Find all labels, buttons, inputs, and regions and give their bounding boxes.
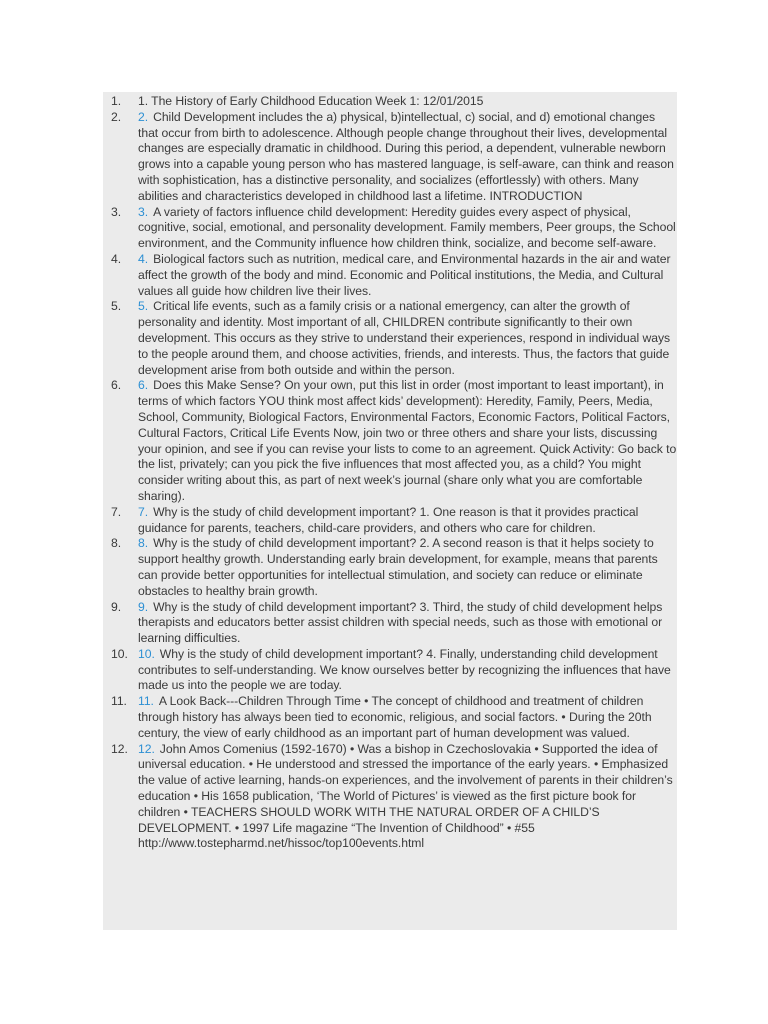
slide-link[interactable]: 11. bbox=[138, 694, 154, 709]
item-number: 10. bbox=[111, 646, 128, 661]
item-number: 5. bbox=[111, 299, 122, 314]
list-item bbox=[111, 94, 677, 110]
list-item bbox=[111, 204, 680, 252]
slide-link[interactable]: 4. bbox=[138, 251, 149, 266]
slide-link[interactable]: 10. bbox=[138, 646, 155, 661]
item-number: 2. bbox=[111, 109, 122, 124]
item-text: Why is the study of child development important? 4. Finally, understanding child development contributes to self-understanding. We know ourselves better by recognizing the influences that have made us into the people we are today. bbox=[138, 646, 675, 693]
item-number: 12. bbox=[111, 741, 128, 756]
item-text: Why is the study of child development important? 3. Third, the study of child development helps therapists and educators better assist children with special needs, such as those with emotional or learning difficulties. bbox=[138, 599, 666, 646]
slide-link[interactable]: 5. bbox=[138, 299, 149, 314]
item-text: Why is the study of child development important? 1. One reason is that it provides practical guidance for parents, teachers, child-care providers, and others who care for children. bbox=[138, 504, 642, 535]
item-text: Why is the study of child development important? 2. A second reason is that it helps society to support healthy growth. Understanding early brain development, for example, means that parents can provide better opportunities for intellectual stimulation, and society can reduce or eliminate obstacles to healthy brain growth. bbox=[138, 536, 662, 598]
slide-link[interactable]: 3. bbox=[138, 204, 149, 219]
list-item bbox=[111, 694, 677, 741]
list-item bbox=[111, 742, 677, 853]
list-item bbox=[111, 299, 677, 378]
list-item bbox=[111, 252, 677, 299]
numbered-list bbox=[111, 94, 680, 852]
list-item bbox=[111, 505, 677, 537]
slide-link[interactable]: 2. bbox=[138, 109, 149, 124]
item-text: Biological factors such as nutrition, medical care, and Environmental hazards in the air and water affect the growth of the body and mind. Economic and Political institutions, the Media, and Cultural values all guide how children live their lives. bbox=[138, 251, 674, 298]
list-item bbox=[111, 647, 677, 694]
list-item bbox=[111, 600, 677, 647]
slide-link[interactable]: 6. bbox=[138, 378, 149, 393]
item-text: John Amos Comenius (1592-1670) • Was a bishop in Czechoslovakia • Supported the idea of universal education. • He understood and stressed the importance of the early years. • Emphasized the value of active learning, hands-on experiences, and the involvement of parents in their children’s education • His 1658 publication, ‘The World of Pictures’ is viewed as the first picture book for children • TEACHERS SHOULD WORK WITH THE NATURAL ORDER OF A CHILD’S DEVELOPMENT. • 1997 Life magazine “The Invention of Childhood” • #55 http://www.tostepharmd.net/hissoc/top100events.html bbox=[138, 741, 676, 851]
item-text: A variety of factors influence child development: Heredity guides every aspect of physical, cognitive, social, emotional, and personality development. Family members, Peer groups, the School environment, and the Community influence how children think, socialize, and become self-aware. bbox=[138, 204, 680, 251]
item-text: 1. The History of Early Childhood Education Week 1: 12/01/2015 bbox=[138, 94, 484, 108]
slide-link[interactable]: 8. bbox=[138, 536, 149, 551]
item-number: 3. bbox=[111, 204, 122, 219]
item-number: 6. bbox=[111, 378, 122, 393]
list-item bbox=[111, 110, 677, 205]
item-text: Critical life events, such as a family crisis or a national emergency, can alter the growth of personality and identity. Most important of all, CHILDREN contribute significantly to their own development. This occurs as they strive to understand their experiences, respond in individual ways to the people around them, and choose activities, friends, and interests. Thus, the factors that guide development arise from both outside and within the person. bbox=[138, 299, 674, 377]
item-number: 11. bbox=[111, 694, 127, 709]
item-number: 7. bbox=[111, 504, 122, 519]
slide-link[interactable]: 12. bbox=[138, 741, 155, 756]
item-number: 4. bbox=[111, 251, 122, 266]
document-panel bbox=[103, 92, 680, 930]
item-number: 1. bbox=[111, 94, 122, 108]
item-number: 8. bbox=[111, 536, 122, 551]
slide-link[interactable]: 9. bbox=[138, 599, 149, 614]
item-text: Child Development includes the a) physical, b)intellectual, c) social, and d) emotional changes that occur from birth to adolescence. Although people change throughout their lives, developmental changes are especially dramatic in childhood. During this period, a dependent, vulnerable newborn grows into a capable young person who has mastered language, is self-aware, can think and reason with sophistication, has a distinctive personality, and socializes (effortlessly) with others. Many abilities and characteristics developed in childhood last a lifetime. INTRODUCTION bbox=[138, 109, 678, 203]
item-number: 9. bbox=[111, 599, 122, 614]
item-text: Does this Make Sense? On your own, put this list in order (most important to least important), in terms of which factors YOU think most affect kids’ development): Heredity, Family, Peers, Media, School, Community, Biological Factors, Environmental Factors, Economic Factors, Political Factors, Cultural Factors, Critical Life Events Now, join two or three others and share your lists, discussing your opinion, and see if you can revise your lists to come to an agreement. Quick Activity: Go back to the list, privately; can you pick the five influences that most affected you, as a child? You might consider writing about this, as part of next week’s journal (share only what you are comfortable sharing). bbox=[138, 378, 680, 503]
slide-link[interactable]: 7. bbox=[138, 504, 149, 519]
list-item bbox=[111, 536, 677, 599]
item-text: A Look Back---Children Through Time • The concept of childhood and treatment of children through history has always been tied to economic, religious, and social factors. • During the 20th century, the view of early childhood as an important part of human development was valued. bbox=[138, 694, 655, 740]
list-item bbox=[111, 378, 680, 504]
